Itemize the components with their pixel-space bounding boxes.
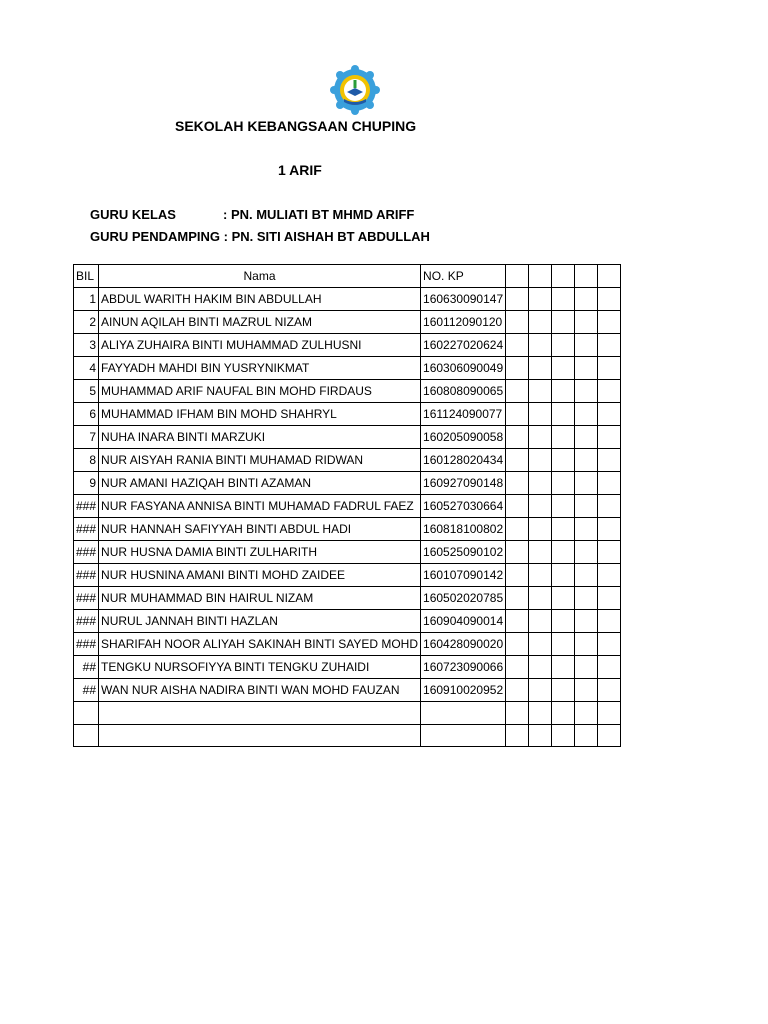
- header-bil: BIL: [74, 265, 99, 288]
- row-extra-cell: [529, 449, 552, 472]
- row-nama: MUHAMMAD ARIF NAUFAL BIN MOHD FIRDAUS: [99, 380, 421, 403]
- table-row: [74, 610, 621, 633]
- row-extra-cell: [506, 495, 529, 518]
- table-row: [74, 679, 621, 702]
- row-extra-cell: [552, 426, 575, 449]
- row-no-kp: 160910020952: [421, 679, 506, 702]
- row-extra-cell: [575, 380, 598, 403]
- row-extra-cell: [575, 357, 598, 380]
- row-bil: ###: [74, 495, 99, 518]
- row-no-kp: 161124090077: [421, 403, 506, 426]
- row-bil: ###: [74, 633, 99, 656]
- row-extra-cell: [506, 288, 529, 311]
- row-extra-cell: [575, 656, 598, 679]
- row-extra-cell: [552, 610, 575, 633]
- row-extra-cell: [506, 541, 529, 564]
- row-extra-cell: [529, 610, 552, 633]
- row-extra-cell: [575, 702, 598, 725]
- header-extra-cell: [552, 265, 575, 288]
- row-extra-cell: [598, 380, 621, 403]
- row-nama: NUR HUSNINA AMANI BINTI MOHD ZAIDEE: [99, 564, 421, 587]
- row-extra-cell: [506, 518, 529, 541]
- table-row: [74, 403, 621, 426]
- row-extra-cell: [598, 610, 621, 633]
- header-no-kp: NO. KP: [421, 265, 506, 288]
- row-extra-cell: [552, 633, 575, 656]
- row-no-kp: 160808090065: [421, 380, 506, 403]
- row-extra-cell: [529, 380, 552, 403]
- row-nama: NUR MUHAMMAD BIN HAIRUL NIZAM: [99, 587, 421, 610]
- row-extra-cell: [529, 495, 552, 518]
- row-extra-cell: [598, 449, 621, 472]
- table-row: [74, 495, 621, 518]
- row-extra-cell: [529, 288, 552, 311]
- row-extra-cell: [529, 472, 552, 495]
- table-row: [74, 541, 621, 564]
- student-roster-table: [73, 264, 621, 747]
- row-no-kp: 160227020624: [421, 334, 506, 357]
- row-nama: MUHAMMAD IFHAM BIN MOHD SHAHRYL: [99, 403, 421, 426]
- row-extra-cell: [506, 472, 529, 495]
- row-bil: ###: [74, 587, 99, 610]
- row-extra-cell: [575, 610, 598, 633]
- row-extra-cell: [575, 633, 598, 656]
- row-extra-cell: [529, 564, 552, 587]
- row-nama: NUR AISYAH RANIA BINTI MUHAMAD RIDWAN: [99, 449, 421, 472]
- row-extra-cell: [529, 518, 552, 541]
- row-nama: WAN NUR AISHA NADIRA BINTI WAN MOHD FAUZAN: [99, 679, 421, 702]
- row-nama: FAYYADH MAHDI BIN YUSRYNIKMAT: [99, 357, 421, 380]
- row-extra-cell: [598, 679, 621, 702]
- row-bil: 5: [74, 380, 99, 403]
- table-header-row: [74, 265, 621, 288]
- row-extra-cell: [529, 311, 552, 334]
- row-no-kp: [421, 702, 506, 725]
- table-row: [74, 426, 621, 449]
- school-name: SEKOLAH KEBANGSAAN CHUPING: [175, 118, 417, 134]
- table-row: [74, 587, 621, 610]
- table-row: [74, 472, 621, 495]
- row-extra-cell: [598, 288, 621, 311]
- row-extra-cell: [552, 679, 575, 702]
- row-extra-cell: [506, 656, 529, 679]
- row-no-kp: 160112090120: [421, 311, 506, 334]
- table-row: [74, 564, 621, 587]
- row-extra-cell: [575, 472, 598, 495]
- row-nama: NUR HUSNA DAMIA BINTI ZULHARITH: [99, 541, 421, 564]
- row-extra-cell: [598, 495, 621, 518]
- row-extra-cell: [552, 564, 575, 587]
- row-no-kp: 160818100802: [421, 518, 506, 541]
- row-nama: AINUN AQILAH BINTI MAZRUL NIZAM: [99, 311, 421, 334]
- row-extra-cell: [598, 633, 621, 656]
- row-nama: NUR AMANI HAZIQAH BINTI AZAMAN: [99, 472, 421, 495]
- row-extra-cell: [506, 724, 529, 747]
- row-nama: NUR FASYANA ANNISA BINTI MUHAMAD FADRUL FAEZ: [99, 495, 421, 518]
- table-row: [74, 656, 621, 679]
- row-no-kp: 160205090058: [421, 426, 506, 449]
- row-extra-cell: [575, 518, 598, 541]
- row-bil: ##: [74, 679, 99, 702]
- row-extra-cell: [506, 334, 529, 357]
- row-bil: 8: [74, 449, 99, 472]
- header-extra-cell: [529, 265, 552, 288]
- table-row: [74, 518, 621, 541]
- row-bil: 7: [74, 426, 99, 449]
- row-no-kp: 160428090020: [421, 633, 506, 656]
- row-extra-cell: [575, 564, 598, 587]
- row-extra-cell: [552, 587, 575, 610]
- row-extra-cell: [529, 724, 552, 747]
- row-bil: 6: [74, 403, 99, 426]
- row-no-kp: 160630090147: [421, 288, 506, 311]
- row-bil: [74, 702, 99, 725]
- row-extra-cell: [552, 334, 575, 357]
- row-extra-cell: [575, 541, 598, 564]
- school-logo: [330, 65, 380, 115]
- class-teacher-label: GURU KELAS: [90, 207, 176, 222]
- assistant-teacher-line: [90, 229, 430, 244]
- row-no-kp: 160927090148: [421, 472, 506, 495]
- header-extra-cell: [506, 265, 529, 288]
- row-bil: ###: [74, 564, 99, 587]
- row-extra-cell: [506, 610, 529, 633]
- class-teacher-value: : PN. MULIATI BT MHMD ARIFF: [223, 207, 415, 222]
- table-row: [74, 724, 621, 747]
- row-extra-cell: [506, 426, 529, 449]
- row-extra-cell: [598, 587, 621, 610]
- row-extra-cell: [506, 679, 529, 702]
- table-row: [74, 357, 621, 380]
- row-extra-cell: [598, 518, 621, 541]
- row-bil: [74, 724, 99, 747]
- assistant-teacher-value: : PN. SITI AISHAH BT ABDULLAH: [220, 229, 430, 244]
- row-nama: ABDUL WARITH HAKIM BIN ABDULLAH: [99, 288, 421, 311]
- row-extra-cell: [506, 403, 529, 426]
- row-extra-cell: [575, 334, 598, 357]
- row-nama: NURUL JANNAH BINTI HAZLAN: [99, 610, 421, 633]
- row-extra-cell: [506, 702, 529, 725]
- table-row: [74, 702, 621, 725]
- row-nama: SHARIFAH NOOR ALIYAH SAKINAH BINTI SAYED MOHD: [99, 633, 421, 656]
- assistant-teacher-label: GURU PENDAMPING: [90, 229, 221, 244]
- row-extra-cell: [552, 449, 575, 472]
- row-extra-cell: [552, 541, 575, 564]
- table-row: [74, 334, 621, 357]
- row-extra-cell: [529, 357, 552, 380]
- row-no-kp: [421, 724, 506, 747]
- row-extra-cell: [598, 334, 621, 357]
- row-bil: ##: [74, 656, 99, 679]
- table-row: [74, 633, 621, 656]
- row-extra-cell: [598, 541, 621, 564]
- row-bil: 4: [74, 357, 99, 380]
- row-extra-cell: [529, 679, 552, 702]
- row-extra-cell: [598, 656, 621, 679]
- row-extra-cell: [529, 702, 552, 725]
- row-extra-cell: [552, 380, 575, 403]
- row-extra-cell: [575, 403, 598, 426]
- row-extra-cell: [552, 495, 575, 518]
- row-extra-cell: [598, 702, 621, 725]
- row-extra-cell: [552, 656, 575, 679]
- row-nama: TENGKU NURSOFIYYA BINTI TENGKU ZUHAIDI: [99, 656, 421, 679]
- row-bil: ###: [74, 541, 99, 564]
- table-row: [74, 311, 621, 334]
- row-bil: ###: [74, 610, 99, 633]
- row-extra-cell: [598, 564, 621, 587]
- row-extra-cell: [598, 357, 621, 380]
- row-extra-cell: [529, 426, 552, 449]
- row-extra-cell: [598, 403, 621, 426]
- row-no-kp: 160107090142: [421, 564, 506, 587]
- row-bil: ###: [74, 518, 99, 541]
- row-bil: 3: [74, 334, 99, 357]
- row-extra-cell: [552, 518, 575, 541]
- row-extra-cell: [598, 426, 621, 449]
- class-name: 1 ARIF: [278, 162, 322, 178]
- row-extra-cell: [552, 288, 575, 311]
- row-extra-cell: [552, 403, 575, 426]
- row-extra-cell: [575, 426, 598, 449]
- table-row: [74, 380, 621, 403]
- row-extra-cell: [506, 449, 529, 472]
- row-extra-cell: [552, 724, 575, 747]
- row-extra-cell: [529, 403, 552, 426]
- class-teacher-line: [90, 207, 414, 222]
- row-extra-cell: [575, 495, 598, 518]
- row-nama: NUHA INARA BINTI MARZUKI: [99, 426, 421, 449]
- row-extra-cell: [575, 587, 598, 610]
- row-no-kp: 160525090102: [421, 541, 506, 564]
- header-nama: Nama: [99, 265, 421, 288]
- row-extra-cell: [506, 587, 529, 610]
- row-extra-cell: [529, 541, 552, 564]
- row-nama: [99, 724, 421, 747]
- row-extra-cell: [529, 334, 552, 357]
- row-extra-cell: [552, 357, 575, 380]
- row-extra-cell: [506, 357, 529, 380]
- row-extra-cell: [506, 311, 529, 334]
- row-no-kp: 160904090014: [421, 610, 506, 633]
- row-bil: 2: [74, 311, 99, 334]
- row-extra-cell: [598, 311, 621, 334]
- row-no-kp: 160306090049: [421, 357, 506, 380]
- row-no-kp: 160527030664: [421, 495, 506, 518]
- row-extra-cell: [552, 702, 575, 725]
- row-nama: NUR HANNAH SAFIYYAH BINTI ABDUL HADI: [99, 518, 421, 541]
- row-extra-cell: [552, 472, 575, 495]
- row-no-kp: 160723090066: [421, 656, 506, 679]
- row-extra-cell: [598, 724, 621, 747]
- row-extra-cell: [575, 288, 598, 311]
- row-extra-cell: [529, 587, 552, 610]
- header-extra-cell: [598, 265, 621, 288]
- table-row: [74, 449, 621, 472]
- row-extra-cell: [552, 311, 575, 334]
- row-extra-cell: [529, 656, 552, 679]
- row-extra-cell: [529, 633, 552, 656]
- row-nama: [99, 702, 421, 725]
- row-extra-cell: [506, 633, 529, 656]
- row-extra-cell: [575, 449, 598, 472]
- header-extra-cell: [575, 265, 598, 288]
- row-extra-cell: [575, 311, 598, 334]
- row-extra-cell: [575, 724, 598, 747]
- table-row: [74, 288, 621, 311]
- row-extra-cell: [506, 380, 529, 403]
- row-nama: ALIYA ZUHAIRA BINTI MUHAMMAD ZULHUSNI: [99, 334, 421, 357]
- row-extra-cell: [506, 564, 529, 587]
- row-extra-cell: [575, 679, 598, 702]
- row-no-kp: 160502020785: [421, 587, 506, 610]
- row-no-kp: 160128020434: [421, 449, 506, 472]
- row-extra-cell: [598, 472, 621, 495]
- row-bil: 1: [74, 288, 99, 311]
- row-bil: 9: [74, 472, 99, 495]
